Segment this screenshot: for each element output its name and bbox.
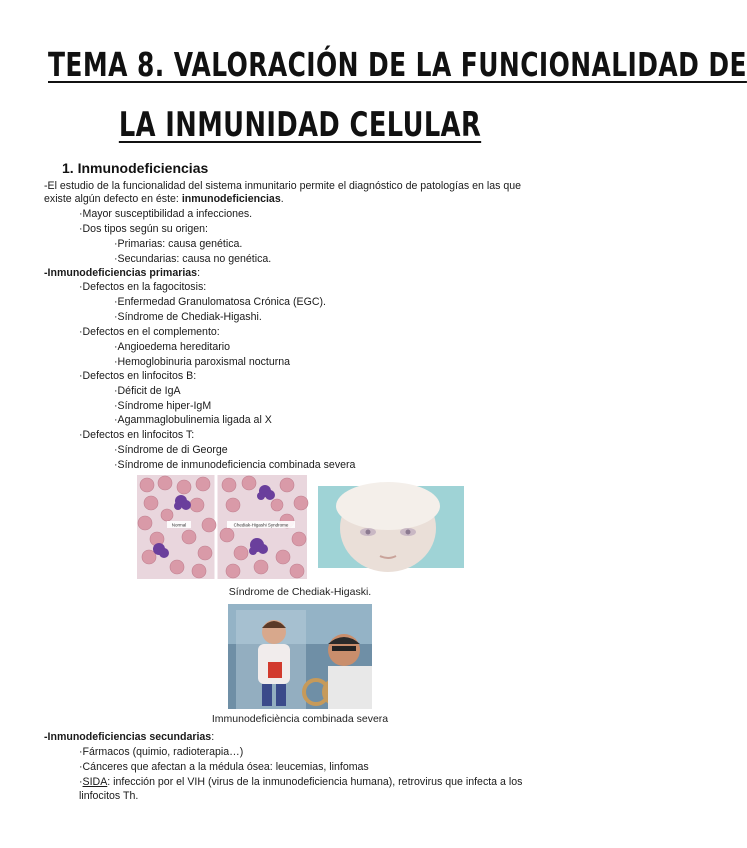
primary-group-item: ·Síndrome de inmunodeficiencia combinada severa: [114, 459, 356, 471]
primary-group-item: ·Hemoglobinuria paroxismal nocturna: [114, 356, 291, 368]
primary-group-item: ·Agammaglobulinemia ligada al X: [114, 414, 272, 426]
child-photo-drawing: [318, 486, 464, 568]
secondary-heading: [44, 731, 214, 744]
intro-line-2-bold: inmunodeficiencias: [181, 193, 281, 205]
primary-group-label: ·Defectos en linfocitos T:: [79, 429, 195, 441]
intro-item: ·Mayor susceptibilidad a infecciones.: [79, 208, 253, 220]
blood-smear-image: [137, 475, 307, 579]
intro-item: ·Dos tipos según su origen:: [79, 223, 208, 235]
sida-term: SIDA: [82, 776, 108, 788]
scid-photo: [228, 604, 372, 709]
secondary-heading-suffix: :: [211, 731, 215, 743]
primary-group-item: ·Déficit de IgA: [114, 385, 181, 397]
title-line-2: LA INMUNIDAD CELULAR: [118, 105, 482, 145]
primary-group-item: ·Síndrome de Chediak-Higashi.: [114, 311, 262, 323]
sida-line: [79, 776, 522, 789]
intro-line-2-suffix: .: [280, 193, 284, 205]
title-line-1: TEMA 8. VALORACIÓN DE LA FUNCIONALIDAD DE: [48, 45, 747, 84]
scid-photo-drawing: [228, 604, 372, 709]
secondary-item: ·Cánceres que afectan a la médula ósea: leucemias, linfomas: [79, 761, 369, 773]
figure1-caption: Síndrome de Chediak-Higaski.: [228, 586, 372, 598]
primary-group-label: ·Defectos en la fagocitosis:: [79, 281, 207, 293]
intro-line-2: [44, 193, 284, 206]
primary-group-label: ·Defectos en el complemento:: [79, 326, 220, 338]
panel-label-normal: Normal: [171, 522, 187, 528]
sida-text: : infección por el VIH (virus de la inmunodeficiencia humana), retrovirus que infecta a los: [107, 776, 523, 788]
sida-line-cont: linfocitos Th.: [79, 790, 139, 802]
section-heading: 1. Inmunodeficiencias: [62, 160, 209, 176]
primary-heading: [44, 267, 200, 280]
origin-type: ·Secundarias: causa no genética.: [114, 253, 272, 265]
primary-group-label: ·Defectos en linfocitos B:: [79, 370, 197, 382]
sida-bullet: ·: [79, 776, 83, 788]
panel-label-chediak: Chediak-Higashi Syndrome: [233, 522, 289, 528]
blood-smear-drawing: [137, 475, 307, 579]
primary-heading-text: -Inmunodeficiencias primarias: [44, 267, 198, 279]
secondary-item: ·Fármacos (quimio, radioterapia…): [79, 746, 244, 758]
primary-group-item: ·Síndrome hiper-IgM: [114, 400, 212, 412]
primary-group-item: ·Síndrome de di George: [114, 444, 228, 456]
primary-group-item: ·Enfermedad Granulomatosa Crónica (EGC).: [114, 296, 326, 308]
origin-type: ·Primarias: causa genética.: [114, 238, 243, 250]
intro-line-1: -El estudio de la funcionalidad del sistema inmunitario permite el diagnóstico de patologías en las que: [44, 180, 522, 192]
chediak-child-photo: [318, 486, 464, 568]
intro-line-2-prefix: existe algún defecto en éste:: [44, 193, 182, 205]
primary-heading-suffix: :: [197, 267, 201, 279]
secondary-heading-text: -Inmunodeficiencias secundarias: [44, 731, 212, 743]
primary-group-item: ·Angioedema hereditario: [114, 341, 231, 353]
figure2-caption: Immunodeficiència combinada severa: [211, 713, 389, 725]
